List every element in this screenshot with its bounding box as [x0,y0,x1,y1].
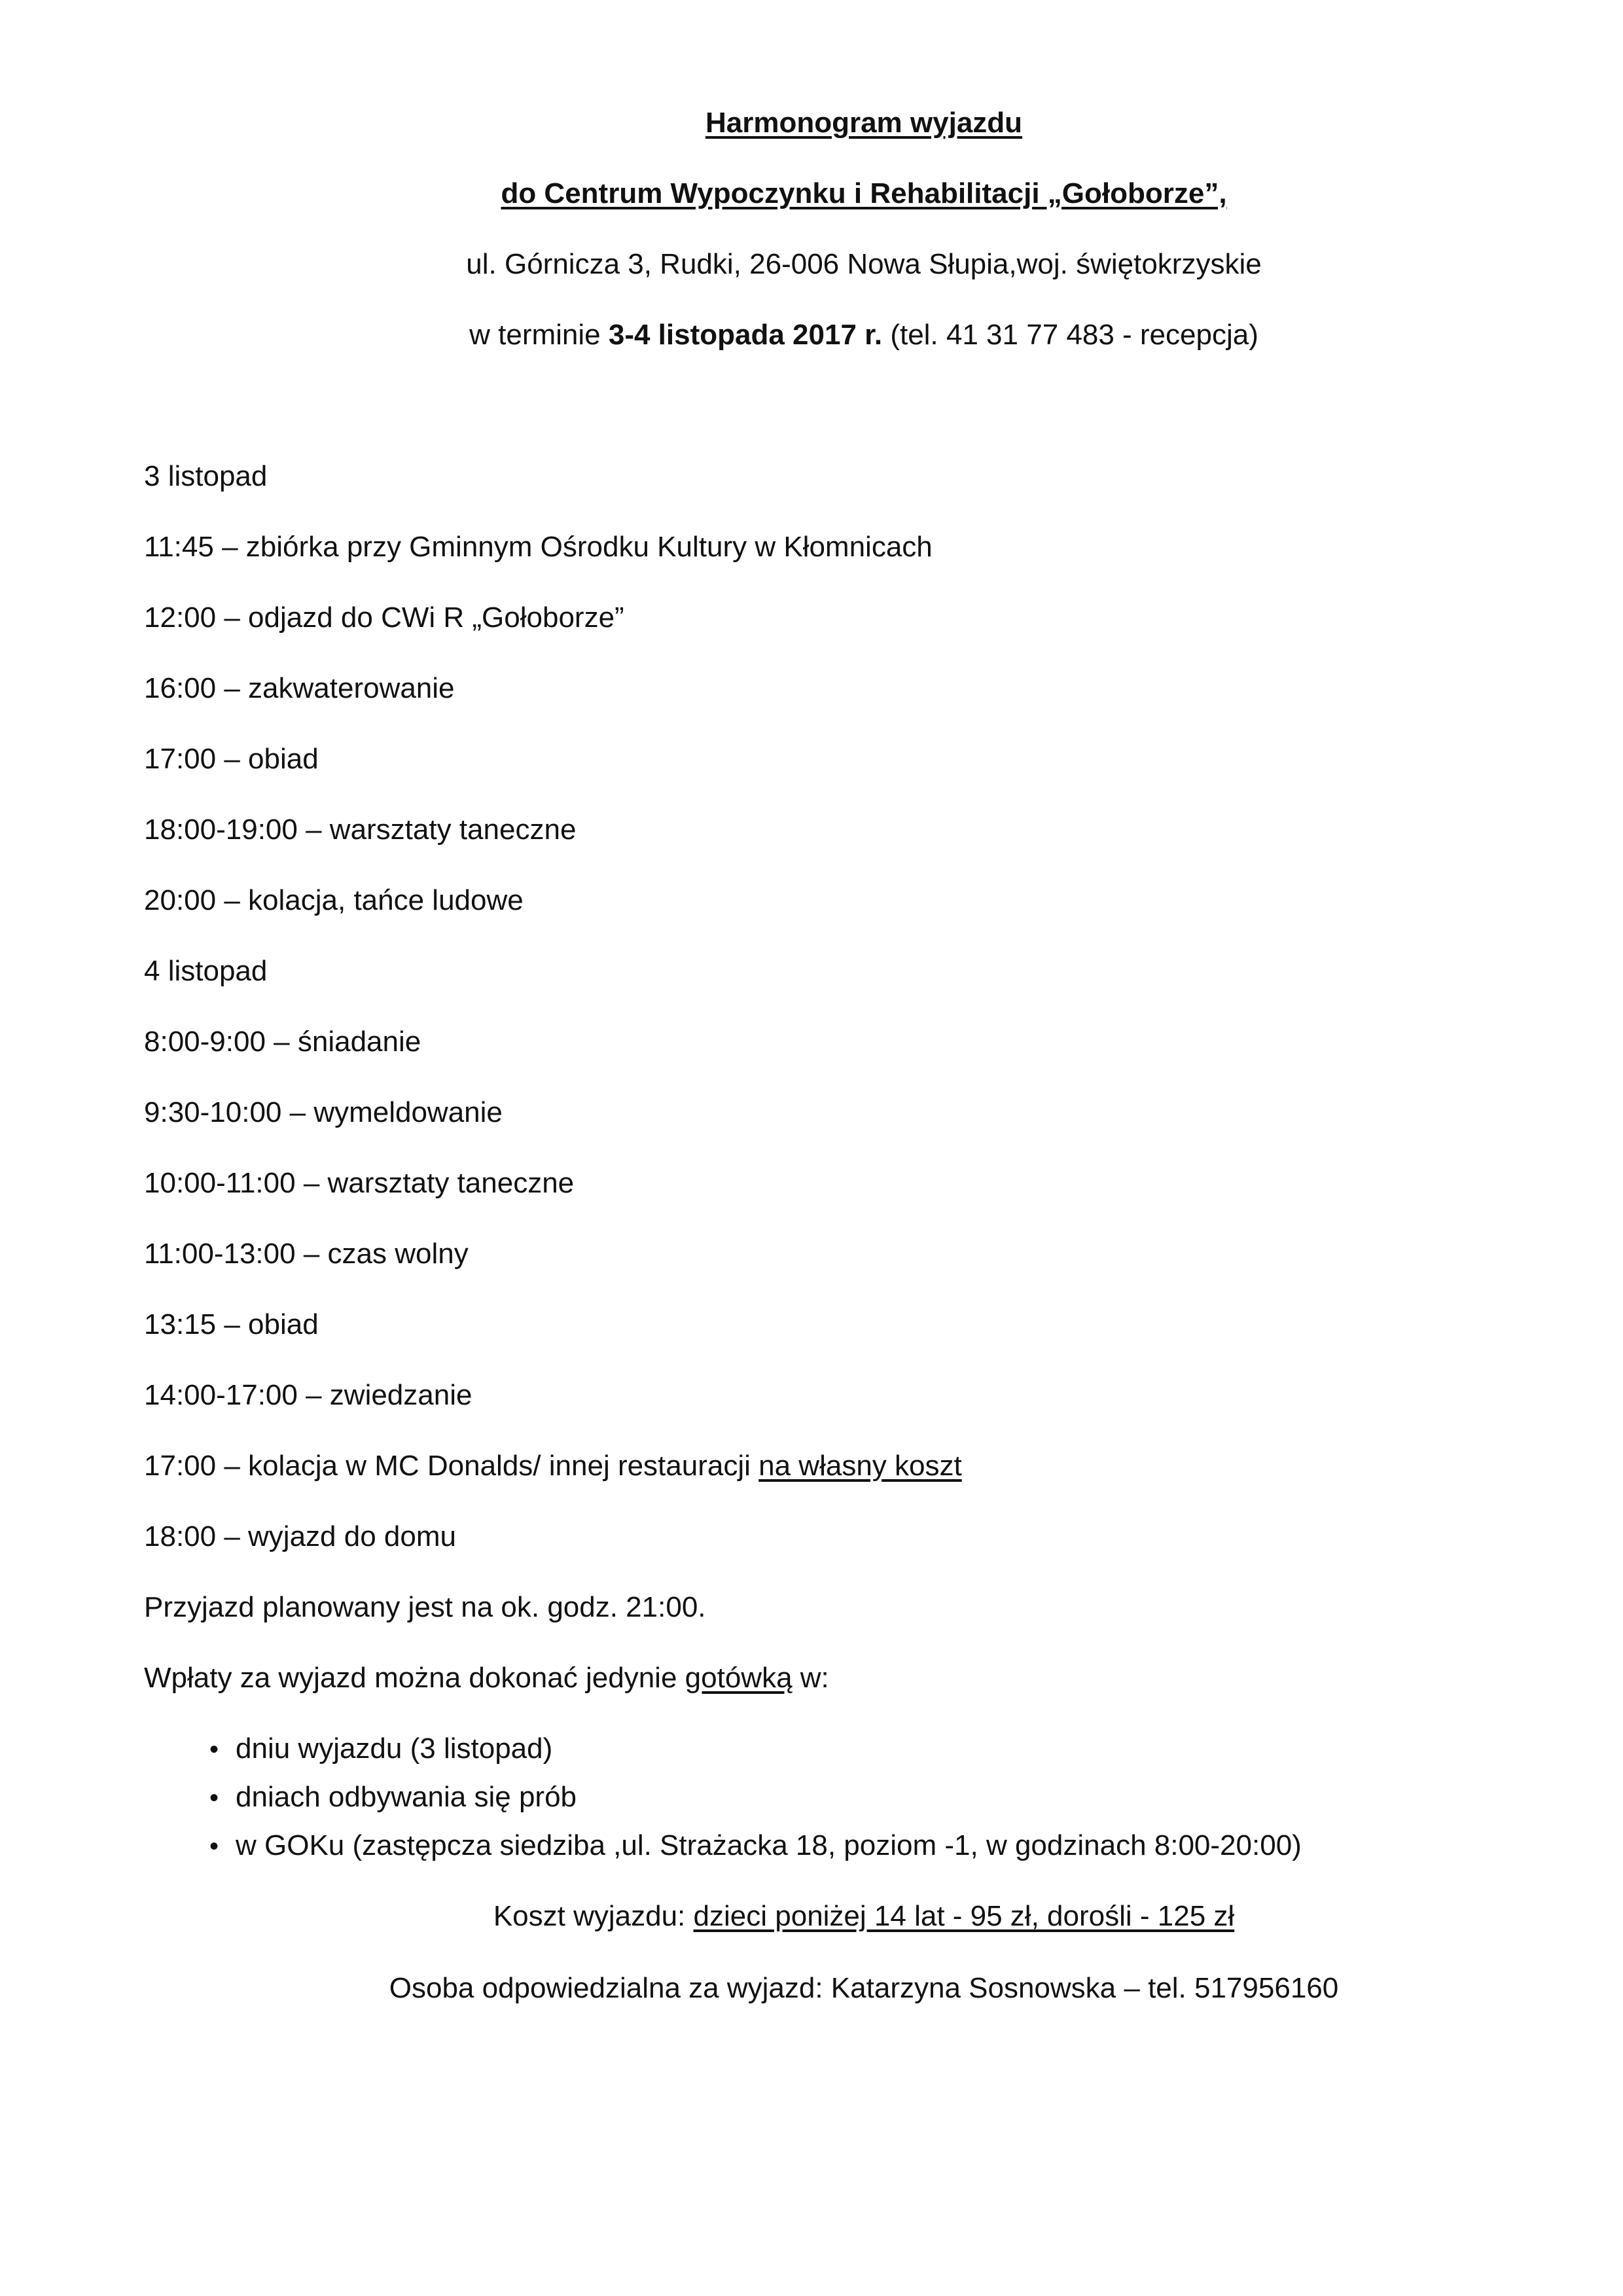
address-line: ul. Górnicza 3, Rudki, 26-006 Nowa Słupia,woj. świętokrzyskie [466,248,1262,280]
payment-option-text: dniach odbywania się prób [236,1781,577,1813]
schedule-item: 20:00 – kolacja, tańce ludowe [144,884,524,916]
payment-cash: gotówką [685,1662,793,1694]
schedule-item: 9:30-10:00 – wymeldowanie [144,1096,503,1128]
schedule-item: 14:00-17:00 – zwiedzanie [144,1379,473,1411]
bullet-icon: • [209,1735,219,1764]
payment-suffix: w: [800,1662,829,1694]
schedule-item-dinner [144,1448,962,1484]
document-subtitle: do Centrum Wypoczynku i Rehabilitacji „Gołoborze”, [501,177,1227,209]
schedule-item: 17:00 – obiad [144,743,319,775]
own-cost-note: na własny koszt [758,1450,962,1482]
day1-heading: 3 listopad [144,460,268,492]
document-title: Harmonogram wyjazdu [705,107,1023,139]
cost-value: dzieci poniżej 14 lat - 95 zł, dorośli - 125 zł [693,1900,1235,1932]
cost-label: Koszt wyjazdu: [493,1900,686,1932]
schedule-item: 8:00-9:00 – śniadanie [144,1026,421,1058]
contact-line: Osoba odpowiedzialna za wyjazd: Katarzyna Sosnowska – tel. 517956160 [389,1972,1339,2004]
payment-option-text: w GOKu (zastępcza siedziba ,ul. Strażacka 18, poziom -1, w godzinach 8:00-20:00) [236,1829,1302,1861]
payment-prefix: Wpłaty za wyjazd można dokonać jedynie [144,1662,677,1694]
schedule-item: 10:00-11:00 – warsztaty taneczne [144,1167,575,1199]
term-suffix: (tel. 41 31 77 483 - recepcja) [890,319,1258,351]
schedule-item: 16:00 – zakwaterowanie [144,672,455,704]
bullet-icon: • [209,1832,219,1861]
payment-option [209,1827,1302,1865]
schedule-item: 11:00-13:00 – czas wolny [144,1238,469,1270]
payment-option [209,1779,577,1816]
bullet-icon: • [209,1784,219,1812]
arrival-note: Przyjazd planowany jest na ok. godz. 21:00. [144,1591,706,1623]
schedule-item: 12:00 – odjazd do CWi R „Gołoborze” [144,601,624,634]
term-dates: 3-4 listopada 2017 r. [608,319,883,351]
dinner-text: 17:00 – kolacja w MC Donalds/ innej restauracji [144,1450,751,1482]
schedule-item: 13:15 – obiad [144,1308,319,1340]
schedule-item: 18:00 – wyjazd do domu [144,1520,456,1552]
payment-option-text: dniu wyjazdu (3 listopad) [236,1732,553,1765]
payment-option [209,1731,552,1768]
schedule-item: 18:00-19:00 – warsztaty taneczne [144,814,577,846]
day2-heading: 4 listopad [144,955,268,987]
schedule-item: 11:45 – zbiórka przy Gminnym Ośrodku Kultury w Kłomnicach [144,531,933,563]
term-line [0,317,1623,353]
cost-line [0,1898,1623,1935]
payment-note [144,1660,829,1696]
term-prefix: w terminie [469,319,601,351]
